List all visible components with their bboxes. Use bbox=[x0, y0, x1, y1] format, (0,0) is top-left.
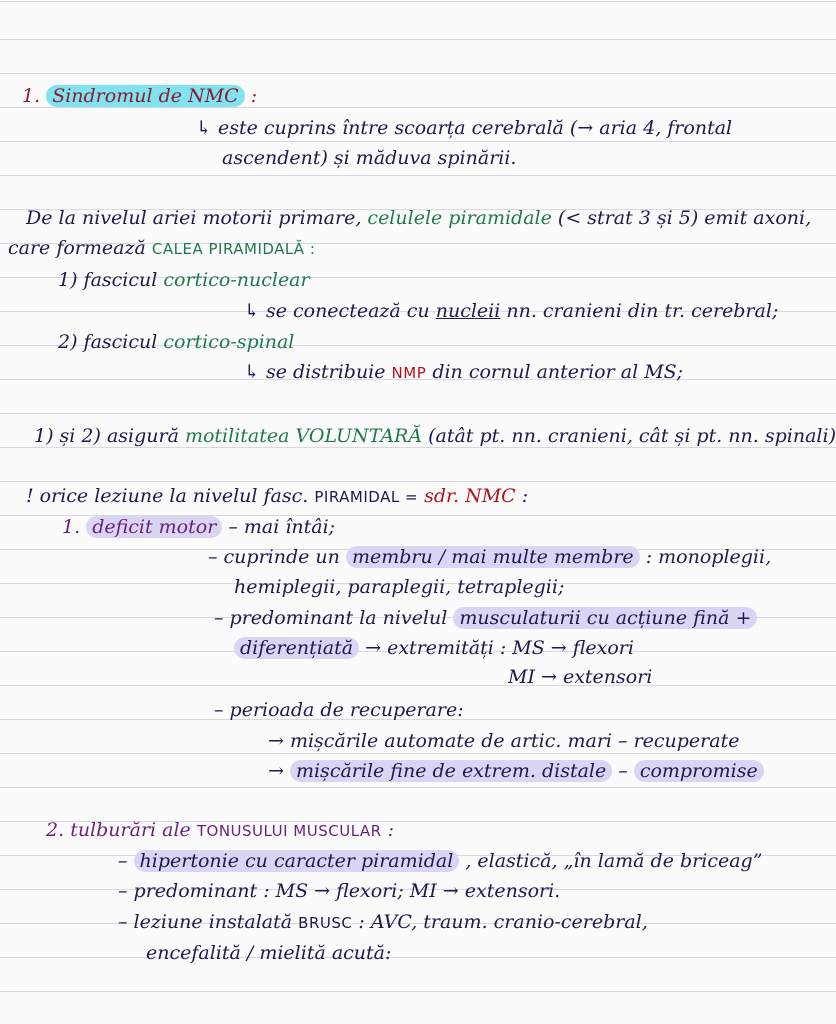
deficit-bullet-2 bbox=[214, 606, 757, 630]
tonus-b1-hypertonia: hipertonie cu caracter piramidal bbox=[134, 850, 460, 872]
tonus-b3-sudden: BRUSC bbox=[298, 914, 353, 932]
deficit-bullet-2-line-3: MI → extensori bbox=[508, 666, 653, 688]
tonus-bullet-2: – predominant : MS → flexori; MI → extensori. bbox=[118, 880, 561, 902]
lesion-sdr-nmc: sdr. NMC bbox=[424, 485, 516, 507]
fascicle-2-name: cortico-spinal bbox=[163, 331, 295, 353]
lesion-a: ! orice leziune la nivelul fasc. bbox=[26, 485, 309, 507]
fascicle-1-name: cortico-nuclear bbox=[163, 269, 310, 291]
tonus-b3-c: : AVC, traum. cranio-cerebral, bbox=[358, 911, 648, 933]
deficit-b2-extremities: → extremități : MS → flexori bbox=[365, 637, 634, 659]
deficit-bullet-3-sub-2 bbox=[268, 759, 764, 783]
tonus-bullet-1 bbox=[118, 849, 762, 873]
fascicle-2-nmp: NMP bbox=[391, 364, 427, 382]
deficit-b1-a: – cuprinde un bbox=[208, 546, 340, 568]
summary-a: 1) și 2) asigură bbox=[34, 425, 179, 447]
tonus-caps: TONUSULUI MUSCULAR bbox=[196, 822, 382, 840]
tonus-b3-a: – leziune instalată bbox=[118, 911, 293, 933]
deficit-rest: – mai întâi; bbox=[228, 516, 336, 538]
lesion-pyramidal: PIRAMIDAL = bbox=[314, 488, 419, 506]
definition-line-2: ascendent) și măduva spinării. bbox=[222, 147, 517, 169]
tonus-title: tulburări ale bbox=[70, 819, 191, 841]
summary-line bbox=[34, 424, 836, 448]
deficit-b1-limbs: membru / mai multe membre bbox=[346, 546, 640, 568]
tonus-number: 2. bbox=[46, 819, 65, 841]
section-number: 1. bbox=[22, 85, 41, 107]
deficit-b2-a: – predominant la nivelul bbox=[214, 607, 448, 629]
deficit-s2-compromised: compromise bbox=[634, 760, 764, 782]
deficit-bullet-3: – perioada de recuperare: bbox=[214, 699, 464, 721]
fascicle-2-detail-a: ↳ se distribuie bbox=[244, 361, 386, 383]
fascicle-2-label: 2) fascicul bbox=[58, 331, 158, 353]
tonus-heading bbox=[46, 818, 394, 843]
paragraph-line-1 bbox=[26, 206, 811, 230]
section-colon: : bbox=[250, 85, 258, 107]
tonus-bullet-3 bbox=[118, 910, 648, 935]
fascicle-1 bbox=[58, 268, 310, 292]
deficit-number: 1. bbox=[62, 516, 81, 538]
fascicle-1-nuclei: nucleii bbox=[435, 300, 501, 322]
summary-c: (atât pt. nn. cranieni, cât și pt. nn. spinali) bbox=[428, 425, 836, 447]
summary-motility: motilitatea VOLUNTARĂ bbox=[184, 425, 423, 447]
deficit-b2-differentiated: diferențiată bbox=[234, 637, 359, 659]
definition-line-1: ↳ este cuprins între scoarța cerebrală (→ aria 4, frontal bbox=[196, 117, 733, 139]
tonus-b1-rest: , elastică, „în lamă de briceag” bbox=[465, 850, 763, 872]
fascicle-2-detail-c: din cornul anterior al MS; bbox=[432, 361, 684, 383]
para-pyramidal-cells: celulele piramidale bbox=[367, 207, 552, 229]
fascicle-2 bbox=[58, 330, 294, 354]
para-text-a: De la nivelul ariei motorii primare, bbox=[26, 207, 362, 229]
deficit-bullet-2-line-2 bbox=[234, 636, 634, 660]
fascicle-1-label: 1) fascicul bbox=[58, 269, 158, 291]
tonus-bullet-3-line-2: encefalită / mielită acută: bbox=[146, 942, 392, 964]
para-pyramidal-path: CALEA PIRAMIDALĂ : bbox=[151, 240, 316, 258]
section-1-heading bbox=[22, 84, 257, 108]
deficit-bullet-3-sub-1: → mișcările automate de artic. mari – recuperate bbox=[268, 730, 740, 752]
para-text-forms: care formează bbox=[8, 237, 146, 259]
fascicle-1-detail-c: nn. cranieni din tr. cerebral; bbox=[506, 300, 779, 322]
deficit-b1-c: : monoplegii, bbox=[645, 546, 772, 568]
deficit-b2-musculature: musculaturii cu acțiune fină + bbox=[453, 607, 757, 629]
deficit-heading bbox=[62, 515, 335, 539]
deficit-title: deficit motor bbox=[86, 516, 222, 538]
lesion-line bbox=[26, 484, 528, 509]
tonus-b1-dash: – bbox=[118, 850, 128, 872]
para-text-c: (< strat 3 și 5) emit axoni, bbox=[557, 207, 812, 229]
deficit-bullet-1 bbox=[208, 545, 771, 569]
fascicle-2-detail bbox=[244, 360, 683, 385]
deficit-bullet-1-line-2: hemiplegii, paraplegii, tetraplegii; bbox=[234, 576, 565, 598]
deficit-s2-fine-movements: mișcările fine de extrem. distale bbox=[290, 760, 612, 782]
paragraph-line-2 bbox=[8, 236, 315, 261]
fascicle-1-detail-a: ↳ se conectează cu bbox=[244, 300, 430, 322]
tonus-colon: : bbox=[387, 819, 395, 841]
section-title bbox=[46, 85, 244, 107]
lesion-colon: : bbox=[521, 485, 529, 507]
fascicle-1-detail bbox=[244, 299, 778, 323]
deficit-s2-arrow: → bbox=[268, 760, 284, 782]
section-title-text: Sindromul de NMC bbox=[52, 85, 239, 107]
deficit-s2-dash: – bbox=[618, 760, 628, 782]
